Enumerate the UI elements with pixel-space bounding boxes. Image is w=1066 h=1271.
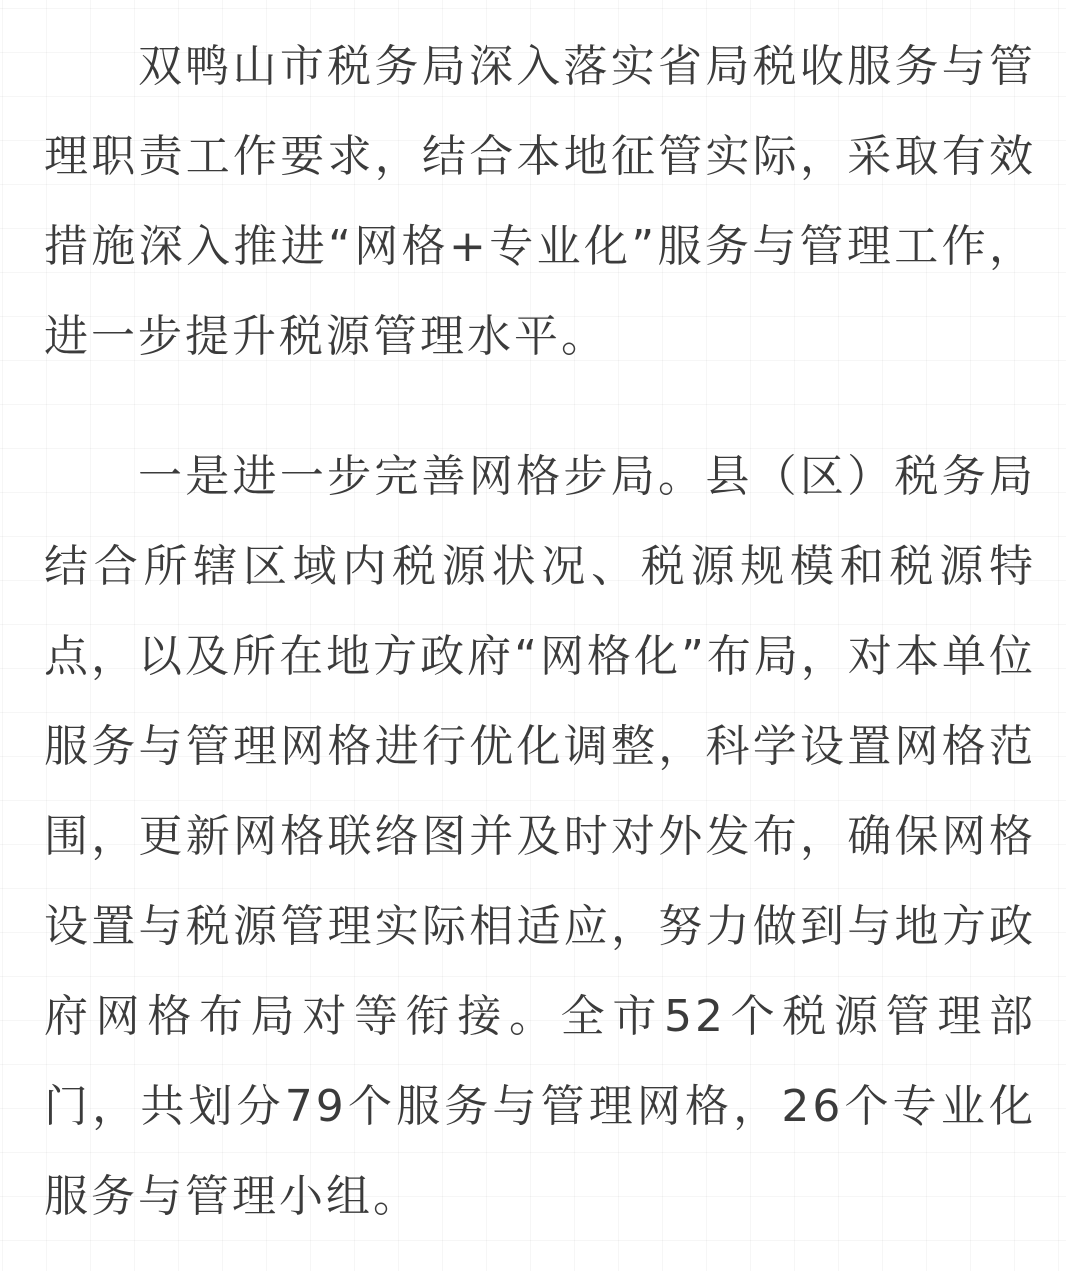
article-body [44,22,1036,1242]
section-one-paragraph: 一是进一步完善网格步局。县（区）税务局结合所辖区域内税源状况、税源规模和税源特点，以及所在地方政府“网格化”布局，对本单位服务与管理网格进行优化调整，科学设置网格范围，更新网格联络图并及时对外发布，确保网格设置与税源管理实际相适应，努力做到与地方政府网格布局对等衔接。全市52个税源管理部门，共划分79个服务与管理网格，26个专业化服务与管理小组。 [44,451,1036,1222]
intro-paragraph: 双鸭山市税务局深入落实省局税收服务与管理职责工作要求，结合本地征管实际，采取有效措施深入推进“网格+专业化”服务与管理工作，进一步提升税源管理水平。 [44,41,1036,362]
